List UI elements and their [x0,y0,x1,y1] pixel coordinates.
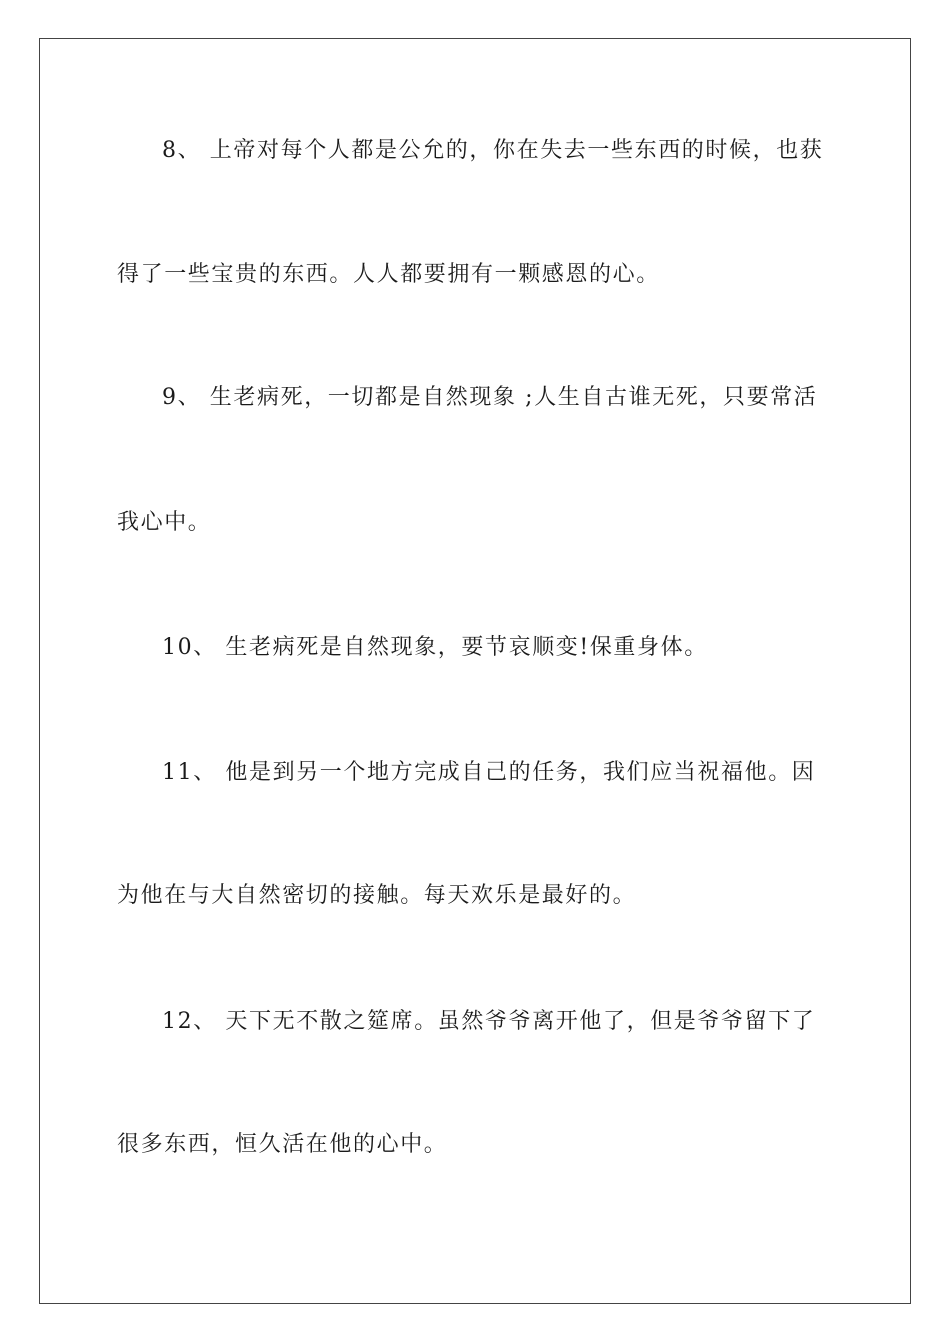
paragraph-11-line-2: 为他在与大自然密切的接触。每天欢乐是最好的。 [117,883,637,908]
paragraph-9-line-1: 9、 生老病死，一切都是自然现象 ;人生自古谁无死，只要常活 [162,385,818,410]
paragraph-12-line-2: 很多东西，恒久活在他的心中。 [117,1132,448,1157]
paragraph-8-line-1: 8、 上帝对每个人都是公允的，你在失去一些东西的时候，也获 [162,138,824,163]
paragraph-8-line-2: 得了一些宝贵的东西。人人都要拥有一颗感恩的心。 [117,262,660,287]
paragraph-11-line-1: 11、 他是到另一个地方完成自己的任务，我们应当祝福他。因 [162,760,816,785]
page-border [39,38,911,1304]
paragraph-9-line-2: 我心中。 [117,510,212,535]
paragraph-12-line-1: 12、 天下无不散之筵席。虽然爷爷离开他了，但是爷爷留下了 [162,1009,816,1034]
paragraph-10-line-1: 10、 生老病死是自然现象，要节哀顺变!保重身体。 [162,635,708,660]
